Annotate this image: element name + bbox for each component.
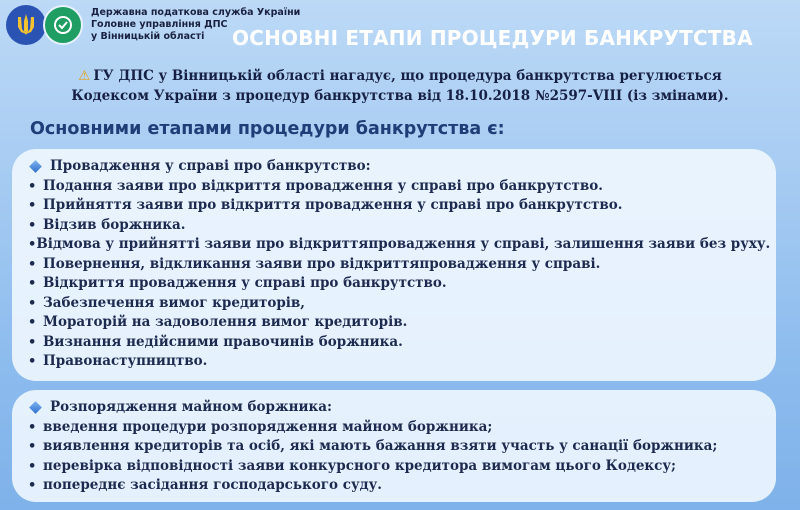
list-item (28, 294, 762, 314)
bullet-icon (28, 274, 43, 294)
list-item (28, 313, 762, 333)
list-item-text: Прийняття заяви про відкриття провадження у справі про банкрутство. (43, 197, 623, 213)
notice-text: ГУ ДПС у Вінницькій області нагадує, що процедура банкрутства регулюється Кодексом України з процедур банкрутства від 18.10.2018 №2597-VIII (із змінами). (71, 68, 729, 104)
diamond-bullet-icon (29, 160, 42, 173)
org-line-2: Головне управління ДПС (91, 19, 228, 30)
org-line-1: Державна податкова служба України (91, 7, 301, 18)
warning-icon: ⚠ (78, 68, 91, 84)
step-list (28, 418, 762, 496)
panel-title (28, 398, 762, 418)
list-item-text: Подання заяви про відкриття провадження у справі про банкрутство. (43, 177, 603, 194)
list-item (28, 437, 762, 457)
bullet-icon (28, 352, 43, 372)
notice (40, 66, 760, 106)
page-title: ОСНОВНІ ЕТАПИ ПРОЦЕДУРИ БАНКРУТСТВА (232, 26, 753, 50)
list-item (28, 476, 762, 496)
list-item-text: Відзив боржника. (43, 216, 186, 233)
bullet-icon (28, 177, 43, 197)
org-line-3: у Вінницькій області (91, 31, 205, 42)
bullet-icon (28, 255, 43, 275)
list-item (28, 216, 762, 236)
bullet-icon (28, 418, 43, 438)
bullet-icon (28, 235, 36, 255)
bullet-icon (28, 196, 43, 216)
list-item-text: Мораторій на задоволення вимог кредиторів. (43, 314, 408, 330)
list-item (28, 177, 762, 197)
list-item-text: Відмова у прийнятті заяви про відкриттяпровадження у справі, залишення заяви без руху. (36, 236, 771, 252)
dps-logo-icon (43, 5, 83, 45)
list-item (28, 235, 771, 255)
bullet-icon (28, 294, 43, 314)
tryzub-emblem-icon (6, 5, 46, 45)
section-heading: Основними етапами процедури банкрутства є: (30, 119, 505, 139)
list-item (28, 418, 762, 438)
list-item-text: введення процедури розпорядження майном боржника; (43, 418, 493, 435)
list-item-text: Правонаступництво. (43, 353, 208, 369)
list-item-text: виявлення кредиторів та осіб, які мають бажання взяти участь у санації боржника; (43, 438, 718, 454)
diamond-bullet-icon (29, 401, 42, 414)
panel-title-text: Розпорядження майном боржника: (50, 399, 332, 415)
step-list (28, 177, 771, 372)
panel-proceedings (12, 149, 776, 381)
list-item-text: Відкриття провадження у справі про банкрутство. (43, 275, 447, 291)
list-item (28, 255, 762, 275)
list-item-text: Повернення, відкликання заяви про відкриттяпровадження у справі. (43, 255, 601, 272)
list-item (28, 274, 762, 294)
bullet-icon (28, 333, 43, 353)
list-item (28, 333, 762, 353)
list-item-text: Забезпечення вимог кредиторів, (43, 294, 305, 311)
bullet-icon (28, 313, 43, 333)
panel-title (28, 157, 762, 177)
panel-asset-management (12, 390, 776, 502)
bullet-icon (28, 476, 43, 496)
list-item (28, 352, 762, 372)
list-item (28, 196, 762, 216)
bullet-icon (28, 216, 43, 236)
bullet-icon (28, 457, 43, 477)
list-item-text: попереднє засідання господарського суду. (43, 477, 382, 493)
bullet-icon (28, 437, 43, 457)
list-item-text: перевірка відповідності заяви конкурсного кредитора вимогам цього Кодексу; (43, 457, 677, 474)
list-item-text: Визнання недійсними правочинів боржника. (43, 333, 403, 350)
list-item (28, 457, 762, 477)
panel-title-text: Провадження у справі про банкрутство: (50, 158, 371, 174)
